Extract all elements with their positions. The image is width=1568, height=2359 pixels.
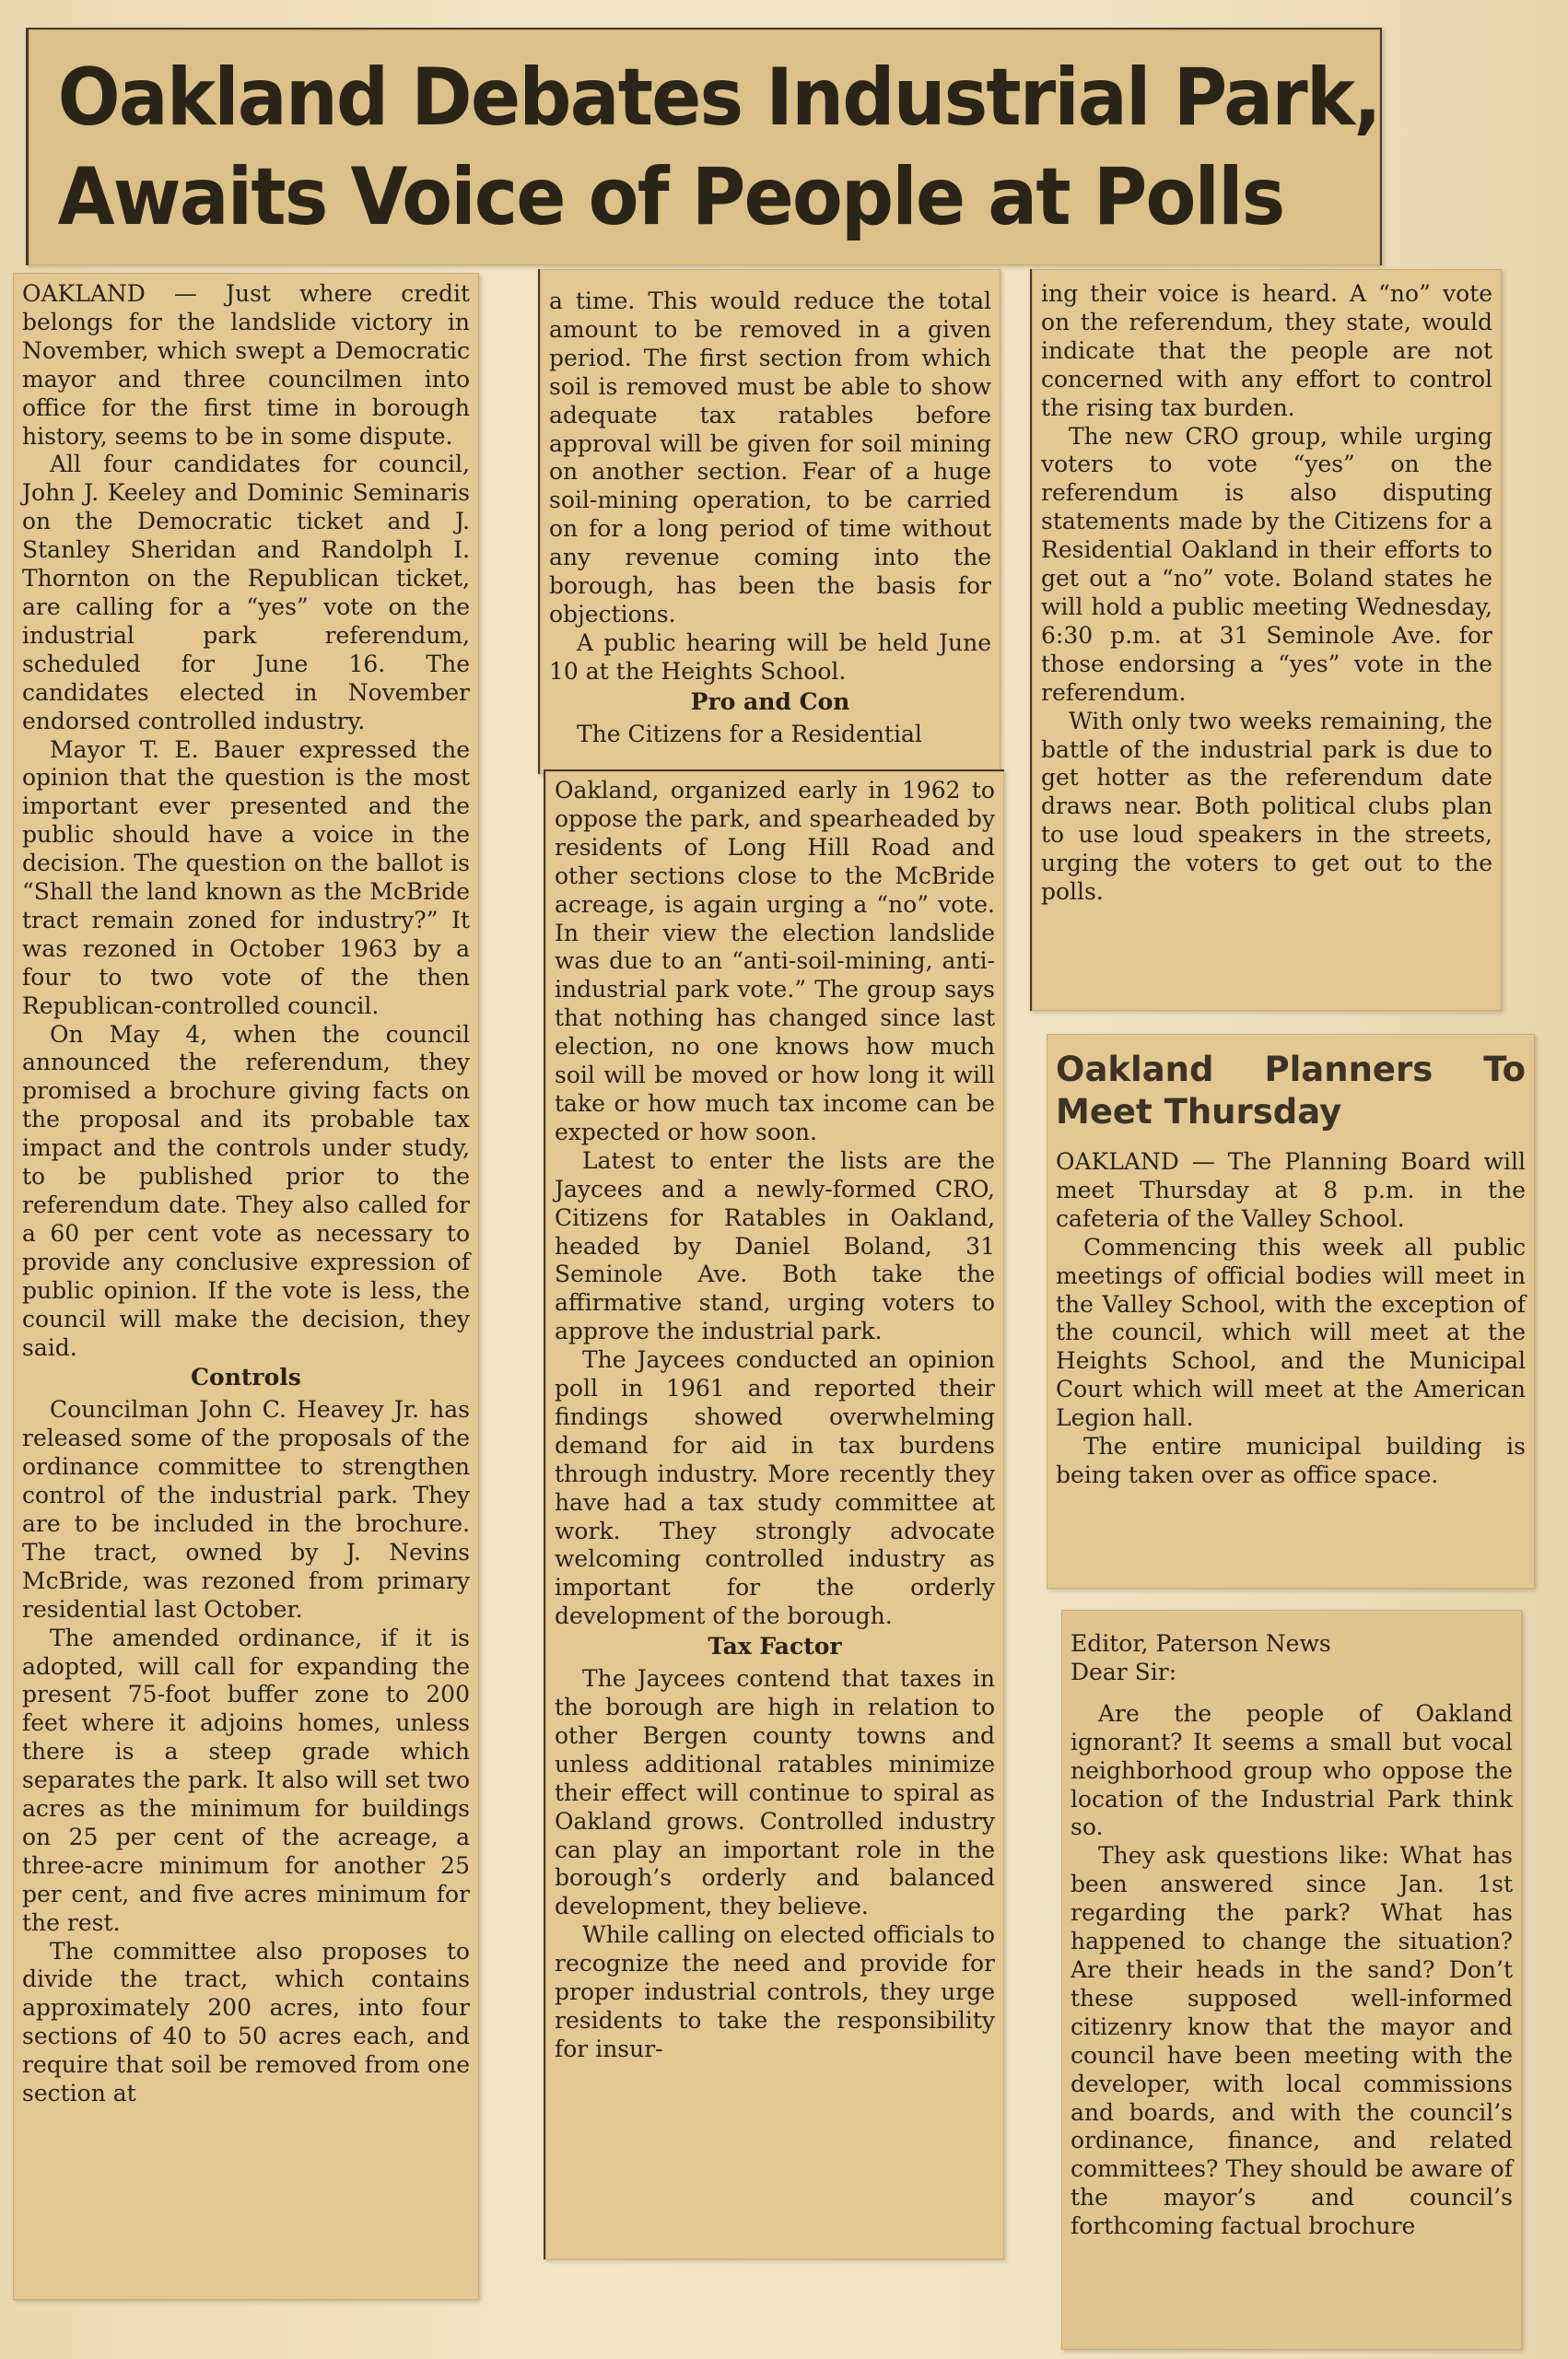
paragraph: a time. This would reduce the total amount to be removed in a given period. The first section from which soil is removed must be able to show adequate tax ratables before approval will be given for soil mining on another section. Fear of a huge soil-mining operation, to be carried on for a long period of time without any revenue coming into the borough, has been the basis for objections. [549,288,991,628]
subheading: Pro and Con [690,687,850,715]
paragraph: The Jaycees contend that taxes in the borough are high in relation to other Bergen county towns and unless additional ratables minimize their effect will continue to spiral as Oakland grows. Controlled industry can play an important role in the borough’s orderly and balanced development, they believe. [555,1665,995,1920]
paragraph: With only two weeks remaining, the battle of the industrial park is due to get hotter as the referendum date draws near. Both political clubs plan to use loud speakers in the streets, urging the voters to get out to the polls. [1041,707,1492,906]
subheading: Tax Factor [708,1633,842,1661]
paragraph: ing their voice is heard. A “no” vote on the referendum, they state, would indicate that the people are not concerned with any effort to control the rising tax burden. [1041,280,1492,421]
headline [29,29,1380,247]
letter-salutation: Dear Sir: [1071,1658,1177,1685]
planners-title: Oakland Planners To Meet Thursday [1056,1050,1526,1132]
paragraph: They ask questions like: What has been answered since Jan. 1st regarding the park? What has happened to change the situation? Are their heads in the sand? Don’t these supposed well-informed citizenry know that the mayor and council have been meeting with the developer, with local commissions and boards, and with the council’s ordinance, finance, and related committees? They should be aware of the mayor’s and council’s forthcoming factual brochure [1071,1842,1513,2240]
paragraph: On May 4, when the council announced the referendum, they promised a brochure giving facts on the proposal and its probable tax impact and the controls under study, to be published prior to the referendum date. They also called for a 60 per cent vote as necessary to provide any conclusive expression of public opinion. If the vote is less, the council will make the decision, they said. [22,1020,470,1361]
letter-clipping [1061,1610,1522,2350]
paragraph: The Jaycees conducted an opinion poll in 1961 and reported their findings showed overwhelming demand for aid in tax burdens through industry. More recently they have had a tax study committee at work. They strongly advocate welcoming controlled industry as important for the orderly development of the borough. [555,1346,995,1630]
paragraph: While calling on elected officials to recognize the need and provide for proper industrial controls, they urge residents to take the responsibility for insur- [555,1921,995,2062]
paragraph: Councilman John C. Heavey Jr. has released some of the proposals of the ordinance committee to strengthen control of the industrial park. They are to be included in the brochure. The tract, owned by J. Nevins McBride, was rezoned from primary residential last October. [22,1396,470,1623]
article-column-2-bottom [544,769,1004,2259]
paragraph: The committee also proposes to divide the tract, which contains approximately 200 acres, into four sections of 40 to 50 acres each, and require that soil be removed from one section at [22,1937,470,2107]
headline-block [26,28,1382,265]
paragraph: OAKLAND — Just where credit belongs for the landslide victory in November, which swept a Democratic mayor and three councilmen into office for the first time in borough history, seems to be in some dispute. [22,280,470,450]
planners-clipping [1047,1034,1535,1589]
paragraph: Commencing this week all public meetings of official bodies will meet in the Valley School, with the exception of the council, which will meet at the Heights School, and the Municipal Court which will meet at the American Legion hall. [1056,1233,1526,1432]
paragraph: All four candidates for council, John J. Keeley and Dominic Seminaris on the Democratic ticket and J. Stanley Sheridan and Randolph I. Thornton on the Republican ticket, are calling for a “yes” vote on the industrial park referendum, scheduled for June 16. The candidates elected in November endorsed controlled industry. [22,451,470,734]
letter-recipient: Editor, Paterson News [1071,1630,1331,1657]
paragraph: The amended ordinance, if it is adopted, will call for expanding the present 75-foot buffer zone to 200 feet where it adjoins homes, unless there is a steep grade which separates the park. It also will set two acres as the minimum for buildings on 25 per cent of the acreage, a three-acre minimum for another 25 per cent, and five acres minimum for the rest. [22,1624,470,1936]
paragraph: The entire municipal building is being taken over as office space. [1056,1433,1526,1488]
article-column-3 [1030,269,1502,1011]
paragraph: The Citizens for a Residential [577,720,922,747]
paragraph: OAKLAND — The Planning Board will meet Thursday at 8 p.m. in the cafeteria of the Valley School. [1056,1148,1526,1232]
paragraph: Oakland, organized early in 1962 to oppose the park, and spearheaded by residents of Long Hill Road and other sections close to the McBride acreage, is again urging a “no” vote. In their view the election landslide was due to an “anti-soil-mining, anti-industrial park vote.” The group says that nothing has changed since last election, no one knows how much soil will be moved or how long it will take or how much tax income can be expected or how soon. [555,777,995,1145]
headline-line-1: Oakland Debates Industrial Park, [57,52,1380,144]
paragraph: Mayor T. E. Bauer expressed the opinion that the question is the most important ever presented and the public should have a voice in the decision. The question on the ballot is “Shall the land known as the McBride tract remain zoned for industry?” It was rezoned in October 1963 by a four to two vote of the then Republican-controlled council. [22,735,470,1019]
paragraph: Are the people of Oakland ignorant? It seems a small but vocal neighborhood group who oppose the location of the Industrial Park think so. [1071,1699,1513,1841]
article-column-1 [13,273,479,2300]
paragraph: Latest to enter the lists are the Jaycees and a newly-formed CRO, Citizens for Ratables in Oakland, headed by Daniel Boland, 31 Seminole Ave. Both take the affirmative stand, urging voters to approve the industrial park. [555,1146,995,1345]
subheading: Controls [191,1364,301,1391]
paragraph: A public hearing will be held June 10 at the Heights School. [549,628,991,685]
paragraph: The new CRO group, while urging voters to vote “yes” on the referendum is also disputing statements made by the Citizens for a Residential Oakland in their efforts to get out a “no” vote. Boland states he will hold a public meeting Wednesday, 6:30 p.m. at 31 Seminole Ave. for those endorsing a “yes” vote in the referendum. [1041,422,1492,706]
headline-line-2: Awaits Voice of People at Polls [57,151,1284,243]
article-column-2-top [538,269,1000,774]
